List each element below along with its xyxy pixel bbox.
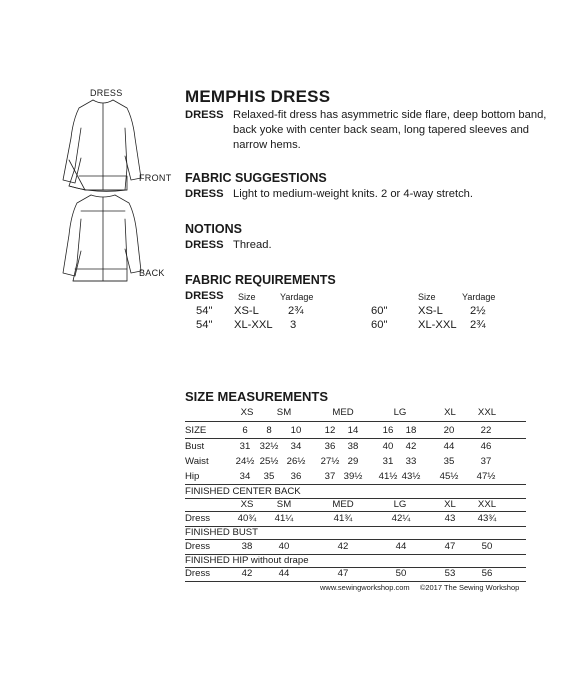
table-cell: 39½: [343, 471, 363, 482]
table-cell: 47: [444, 541, 456, 552]
table-cell: 12: [324, 425, 336, 436]
size-group-header: XS: [240, 407, 254, 418]
table-cell: 22: [480, 425, 492, 436]
table-cell: 8: [266, 425, 272, 436]
table-cell: 37: [324, 471, 336, 482]
fabric-width: 60": [371, 305, 388, 317]
table-cell: 44: [278, 568, 290, 579]
copyright-notice: ©2017 The Sewing Workshop: [419, 583, 520, 592]
table-cell: 40: [278, 541, 290, 552]
table-cell: 36: [324, 441, 336, 452]
fabric-width: 54": [196, 319, 213, 331]
table-cell: 44: [395, 541, 407, 552]
row-label: SIZE: [185, 425, 207, 436]
table-cell: 26½: [286, 456, 306, 467]
table-cell: 36: [290, 471, 302, 482]
table-cell: 14: [347, 425, 359, 436]
back-dress-drawing: [63, 195, 141, 281]
fabric-suggestions-label: DRESS: [185, 188, 224, 200]
page-title: MEMPHIS DRESS: [185, 87, 331, 106]
divider: [185, 438, 526, 439]
finished-bust-label: FINISHED BUST: [185, 527, 259, 538]
yardage-column-header: Yardage: [280, 292, 314, 302]
divider: [185, 511, 526, 512]
table-cell: 47: [337, 568, 349, 579]
notions-label: DRESS: [185, 239, 224, 251]
size-group-header: XL: [444, 407, 456, 418]
fabric-width: 60": [371, 319, 388, 331]
table-cell: 40: [382, 441, 394, 452]
table-cell: 41¼: [274, 513, 294, 524]
size-group-header: XXL: [477, 499, 497, 510]
size-group-header: SM: [276, 499, 292, 510]
table-cell: 42: [241, 568, 253, 579]
table-cell: 34: [239, 471, 251, 482]
table-cell: 41½: [378, 471, 398, 482]
front-view-label: FRONT: [139, 173, 172, 183]
table-cell: 29: [347, 456, 359, 467]
table-cell: 43¾: [477, 513, 497, 524]
size-group-header: SM: [276, 407, 292, 418]
divider: [185, 421, 526, 422]
table-cell: 31: [382, 456, 394, 467]
table-cell: 43½: [401, 471, 421, 482]
size-column-header-right: Size: [418, 292, 436, 302]
size-column-header: Size: [238, 292, 256, 302]
table-cell: 53: [444, 568, 456, 579]
fabric-yardage: 3: [290, 319, 297, 331]
table-cell: 42: [405, 441, 417, 452]
size-group-header: MED: [332, 499, 354, 510]
table-cell: 38: [347, 441, 359, 452]
divider: [185, 539, 526, 540]
table-cell: 27½: [320, 456, 340, 467]
row-label: Bust: [185, 441, 205, 452]
size-group-header: XL: [444, 499, 456, 510]
table-cell: 50: [481, 541, 493, 552]
fabric-yardage: 2¾: [288, 305, 304, 317]
finished-hip-label: FINISHED HIP without drape: [185, 555, 309, 566]
table-cell: 42: [337, 541, 349, 552]
table-cell: 56: [481, 568, 493, 579]
table-cell: 32½: [259, 441, 279, 452]
finished-center-back-label: FINISHED CENTER BACK: [185, 486, 301, 497]
table-cell: 31: [239, 441, 251, 452]
size-group-header: XXL: [477, 407, 497, 418]
size-group-header: LG: [393, 499, 407, 510]
front-dress-drawing: [63, 100, 141, 191]
row-label: Dress: [185, 541, 211, 552]
row-label: Waist: [185, 456, 209, 467]
table-cell: 38: [241, 541, 253, 552]
table-cell: 40¾: [237, 513, 257, 524]
row-label: Dress: [185, 513, 211, 524]
table-cell: 50: [395, 568, 407, 579]
description-line: Relaxed-fit dress has asymmetric side flare, deep bottom band,: [233, 109, 547, 121]
yardage-column-header-right: Yardage: [462, 292, 496, 302]
fabric-yardage: 2½: [470, 305, 486, 317]
fabric-size-range: XL-XXL: [418, 319, 457, 331]
size-group-header: XS: [240, 499, 254, 510]
notions-heading: NOTIONS: [185, 222, 242, 236]
dress-illustration-label: DRESS: [90, 88, 123, 98]
fabric-suggestions-heading: FABRIC SUGGESTIONS: [185, 171, 327, 185]
fabric-size-range: XS-L: [234, 305, 259, 317]
table-cell: 41¾: [333, 513, 353, 524]
table-cell: 43: [444, 513, 456, 524]
size-group-header: LG: [393, 407, 407, 418]
table-cell: 10: [290, 425, 302, 436]
website-link[interactable]: www.sewingworkshop.com: [320, 583, 410, 592]
back-view-label: BACK: [139, 268, 165, 278]
fabric-size-range: XL-XXL: [234, 319, 273, 331]
row-label: Hip: [185, 471, 200, 482]
table-cell: 42¼: [391, 513, 411, 524]
size-measurements-table: [185, 405, 526, 595]
table-cell: 44: [443, 441, 455, 452]
size-group-header: MED: [332, 407, 354, 418]
table-cell: 20: [443, 425, 455, 436]
fabric-suggestions-text: Light to medium-weight knits. 2 or 4-way stretch.: [233, 188, 474, 200]
fabric-requirements-heading: FABRIC REQUIREMENTS: [185, 273, 336, 287]
table-cell: 16: [382, 425, 394, 436]
description-label: DRESS: [185, 109, 224, 121]
dress-technical-drawing: [55, 98, 145, 283]
table-cell: 34: [290, 441, 302, 452]
fabric-width: 54": [196, 305, 213, 317]
table-cell: 18: [405, 425, 417, 436]
table-cell: 45½: [439, 471, 459, 482]
fabric-yardage: 2¾: [470, 319, 486, 331]
table-cell: 37: [480, 456, 492, 467]
row-label: Dress: [185, 568, 211, 579]
table-cell: 33: [405, 456, 417, 467]
fabric-requirements-label: DRESS: [185, 290, 224, 302]
table-cell: 25½: [259, 456, 279, 467]
table-cell: 6: [242, 425, 248, 436]
table-cell: 24½: [235, 456, 255, 467]
table-cell: 46: [480, 441, 492, 452]
description-line: narrow hems.: [233, 139, 301, 151]
table-cell: 35: [443, 456, 455, 467]
description-text: [233, 108, 546, 153]
table-cell: 47½: [476, 471, 496, 482]
table-cell: 35: [263, 471, 275, 482]
description-line: back yoke with center back seam, long tapered sleeves and: [233, 124, 530, 136]
footer: [320, 583, 519, 592]
fabric-size-range: XS-L: [418, 305, 443, 317]
notions-text: Thread.: [233, 239, 272, 251]
size-measurements-heading: SIZE MEASUREMENTS: [185, 389, 329, 404]
